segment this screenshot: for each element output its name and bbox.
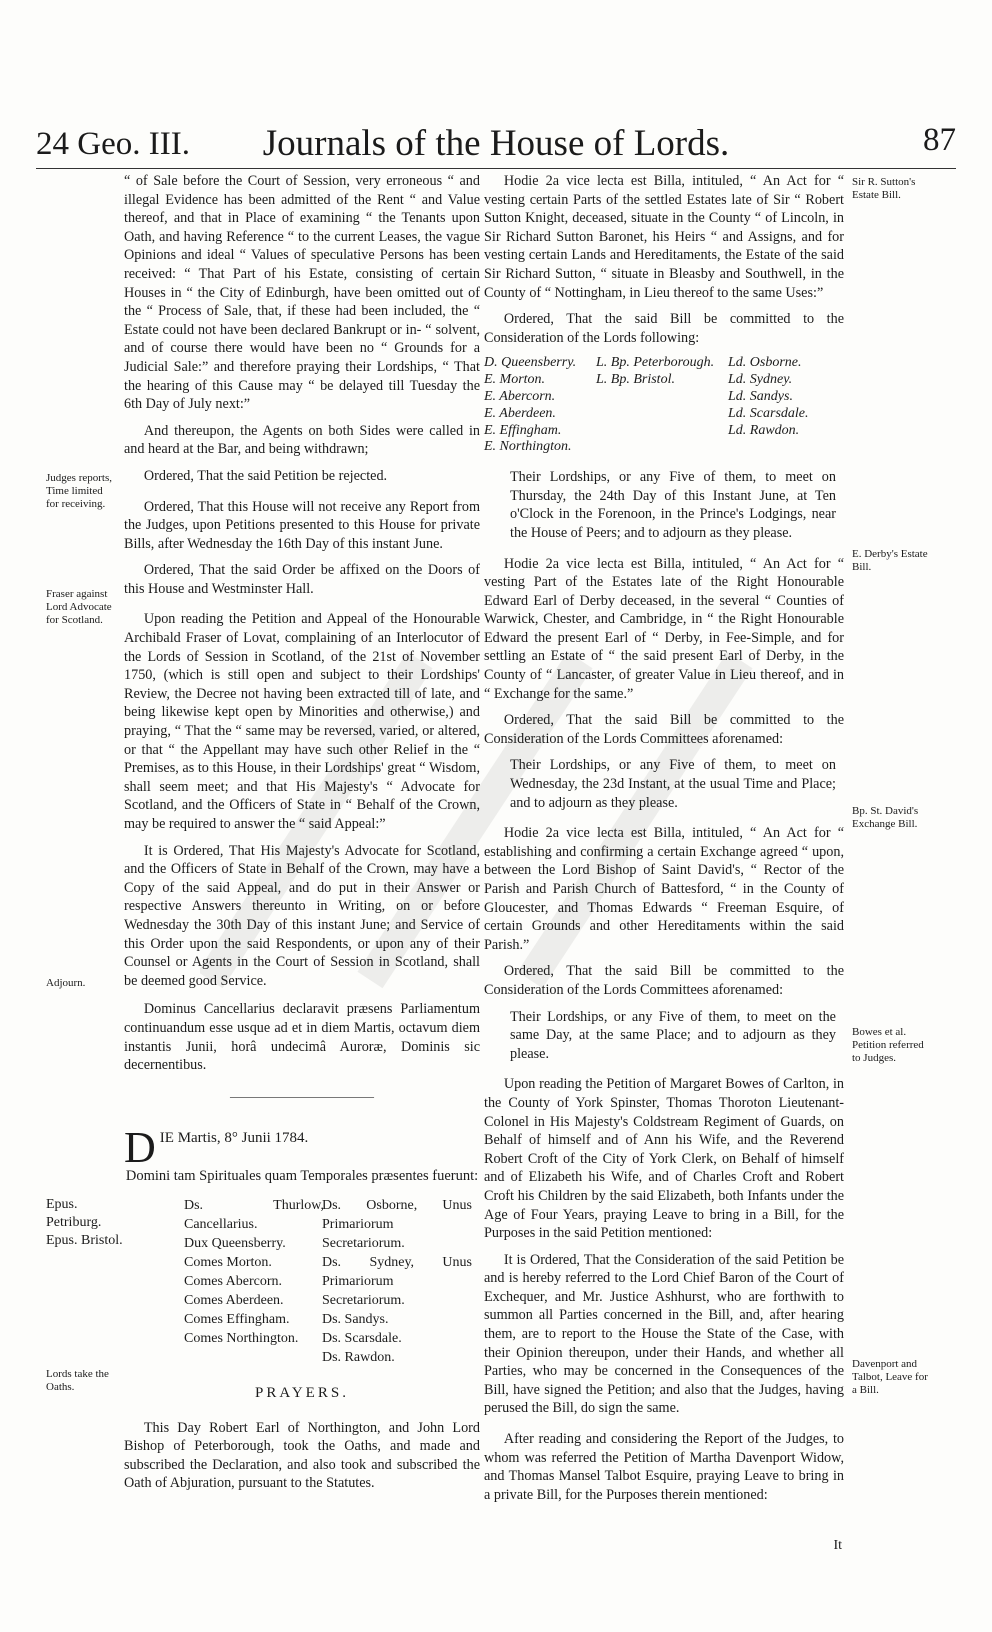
peer-entry: Comes Aberdeen.: [184, 1292, 284, 1308]
paragraph: After reading and considering the Report of the Judges, to whom was referred the Petition of Martha Davenport Widow, and Thomas Mansel Talbot Esquire, praying Leave to bring in a private Bill, for the Purposes therein mentioned:: [484, 1431, 844, 1503]
margin-note-judges-reports: Judges reports, Time limited for receiving.: [46, 472, 112, 510]
committee-member: L. Bp. Bristol.: [596, 372, 675, 388]
section-separator: ————————————: [230, 1088, 374, 1103]
committee-member: E. Morton.: [484, 372, 546, 388]
paragraph: Hodie 2a vice lecta est Billa, intituled, “ An Act for “ vesting certain Parts of the settled Estates late of Sir “ Robert Sutton Knight, deceased, situate in the County “ of Lincoln, in Sir Richard Sutton Baronet, his Heirs “ and Assigns, and for vesting certain Lands and Hereditaments, the Estate of the said Sir Richard Sutton, “ situate in Bleasby and Southwell, in the County of “ Nottingham, in Lieu thereof to the same Uses:”: [484, 173, 844, 301]
peer-entry: Ds. Sandys.: [322, 1311, 389, 1327]
regnal-year: 24 Geo. III.: [36, 126, 190, 162]
right-column: [484, 172, 844, 1512]
committee-member: Ld. Sandys.: [728, 388, 793, 404]
journal-title: Journals of the House of Lords.: [262, 123, 730, 164]
paragraph: Ordered, That this House will not receive any Report from the Judges, upon Petitions presented to this House for private Bills, after Wednesday the 16th Day of this instant June.: [124, 498, 480, 552]
margin-note-fraser: Fraser against Lord Advocate for Scotland.: [46, 588, 112, 626]
paragraph: Their Lordships, or any Five of them, to meet on Thursday, the 24th Day of this Instant June, at Ten o'Clock in the Forenoon, in the Prince's Lodgings, near the House of Peers; and to adjourn as they please.: [510, 469, 836, 541]
paragraph: Their Lordships, or any Five of them, to meet on Wednesday, the 23d Instant, at the usual Time and Place; and to adjourn as they please.: [510, 757, 836, 811]
committee-member: Ld. Osborne.: [728, 355, 802, 371]
margin-note-derby: E. Derby's Estate Bill.: [852, 548, 928, 573]
committee-bishops: [592, 355, 720, 456]
peer-entry: Comes Effingham.: [184, 1311, 290, 1327]
peer-entry: Ds. Rawdon.: [322, 1349, 395, 1365]
paragraph: Upon reading the Petition and Appeal of the Honourable Archibald Fraser of Lovat, complaining of an Interlocutor of the Lords of Session in Scotland, of the 21st of November 1750, (which is still open and subject to their Lordships' Review, the Decree not having been extracted till of late, and being likewise kept open by Minorities and otherwise,) and praying, “ That the “ same may be reversed, varied, or altered, or that “ the Appellant may have such other Relief in the “ Premises, as to this House, in their Lordships' great “ Wisdom, shall seem meet; and that His Majesty's “ Advocate for Scotland, and the Officers of State in “ Behalf of the Crown, may be required to answer the “ said Appeal:”: [124, 611, 480, 832]
paragraph: Hodie 2a vice lecta est Billa, intituled, “ An Act for “ vesting Part of the Estates late of the Right Honourable Edward Earl of Derby deceased, in the several “ Counties of Warwick, Chester, and Cambridge, in “ the Right Honourable Edward the present Earl of “ Derby, in Fee-Simple, and for settling an Estate of “ the said present Earl of Derby, in the County of “ Lancaster, of greater Value in Lieu thereof, and in “ Exchange for the same.”: [484, 555, 844, 702]
date-heading-text: IE Martis, 8° Junii 1784.: [159, 1130, 309, 1147]
committee-list: [484, 355, 844, 456]
margin-note-adjourn: Adjourn.: [46, 977, 86, 989]
paragraph: It is Ordered, That the Consideration of the said Petition be and is hereby referred to the Lord Chief Baron of the Court of Exchequer, and Mr. Justice Ashhurst, who are forthwith to summon all Parties concerned in the Bill, and, after hearing them, are to report to the House the State of the Case, with their Opinion thereupon, under their Hands, and whether all Parties, who may be concerned in the Consequences of the Bill, have signed the Petition; and also that the Judges, having perused the Bill, do sign the same.: [484, 1251, 844, 1417]
paragraph: Hodie 2a vice lecta est Billa, intituled, “ An Act for “ establishing and confirming a certain Exchange agreed “ upon, between the Lord Bishop of Saint David's, “ Rector of the Parish and Parish Church of Battesford, “ in the County of Gloucester, and Thomas Edwards “ Freeman Esquire, of certain Grounds and other Hereditaments within the said Parish.”: [484, 825, 844, 953]
margin-note-sutton: Sir R. Sutton's Estate Bill.: [852, 176, 916, 201]
paragraph: “ of Sale before the Court of Session, very erroneous “ and illegal Evidence has been admitted of the Rent “ and Value thereof, and that in Place of examining “ the Tenants upon Oath, and having Reference “ to the current Leases, the vague Opinions and ideal “ Values of speculative Persons has been received: “ That Part of his Estate, consisting of certain Houses in “ the City of Edinburgh, have been omitted out of the “ Process of Sale, that, if these had been included, the “ Estate could not have been declared Bankrupt or in- “ solvent, and of course there would have been no “ Grounds for a Judicial Sale:” and therefore praying their Lordships, “ That the hearing of this Cause may “ be delayed till Tuesday the 6th Day of July next:”: [124, 173, 480, 413]
peer-entry: Comes Northington.: [184, 1330, 299, 1346]
committee-member: E. Effingham.: [484, 422, 562, 438]
committee-lords: [720, 355, 844, 456]
paragraph: Ordered, That the said Petition be rejected.: [143, 467, 388, 484]
paragraph: Ordered, That the said Bill be committed to the Consideration of the Lords Committees aforenamed:: [484, 712, 844, 747]
bishops-list: [46, 1196, 130, 1250]
paragraph: Ordered, That the said Bill be committed to the Consideration of the Lords following:: [484, 311, 844, 346]
committee-member: Ld. Scarsdale.: [728, 405, 809, 421]
committee-member: Ld. Sydney.: [728, 372, 793, 388]
peer-entry: Comes Morton.: [184, 1254, 272, 1270]
margin-note-lords-oaths: Lords take the Oaths.: [46, 1368, 109, 1393]
committee-member: D. Queensberry.: [484, 355, 577, 371]
paragraph: Upon reading the Petition of Margaret Bowes of Carlton, in the County of York Spinster, Thomas Thoroton Lieutenant-Colonel in His Majesty's Coldstream Regiment of Guards, on Behalf of himself and of Ann his Wife, and the Reverend Robert Croft of the City of York Clerk, on Behalf of himself and of Elizabeth his Wife, and of Charles Croft and Robert Croft his Children by the said Elizabeth, both Infants under the Age of Four Years, praying Leave to bring in a Bill, for the Purposes in the said Petition mentioned:: [484, 1076, 844, 1242]
paragraph: Their Lordships, or any Five of them, to meet on the same Day, at the same Place; and to adjourn as they please.: [510, 1008, 836, 1062]
peer-entry: Comes Abercorn.: [184, 1273, 282, 1289]
presence-list: [46, 1196, 480, 1374]
peer-entry: Dux Queensberry.: [184, 1235, 286, 1251]
margin-note-bowes: Bowes et al. Petition referred to Judges.: [852, 1026, 924, 1064]
date-heading: [124, 1123, 480, 1173]
drop-cap: D: [124, 1123, 156, 1173]
paragraph: Ordered, That the said Order be affixed on the Doors of this House and Westminster Hall.: [124, 562, 480, 597]
bishop-entry: Epus. Bristol.: [46, 1232, 123, 1248]
committee-member: E. Abercorn.: [484, 388, 556, 404]
paragraph: It is Ordered, That His Majesty's Advocate for Scotland, and the Officers of State in Behalf of the Crown, may have a Copy of the said Appeal, and do put in their Answer or respective Answers thereunto in Writing, on or before Wednesday the 30th Day of this instant June; and Service of this Order upon the said Respondents, or upon any of their Counsel or Agents in the Court of Session in Scotland, shall be deemed good Service.: [124, 842, 480, 989]
catchword: It: [833, 1538, 842, 1553]
committee-member: L. Bp. Peterborough.: [596, 355, 715, 371]
committee-earls: [484, 355, 592, 456]
presence-heading: Domini tam Spirituales quam Temporales præsentes fuerunt:: [125, 1168, 479, 1185]
prayers-heading: PRAYERS.: [255, 1384, 349, 1401]
header-rule: [36, 168, 956, 169]
paragraph: Dominus Cancellarius declaravit præsens Parliamentum continuandum esse usque ad et in diem Martis, octavum diem instantis Junii, horâ undecimâ Auroræ, Dominis sic decernentibus.: [124, 1001, 480, 1074]
committee-member: E. Aberdeen.: [484, 405, 556, 421]
committee-member: E. Northington.: [484, 439, 572, 455]
peer-entry: Ds. Thurlow, Cancellarius.: [184, 1197, 324, 1232]
committee-member: Ld. Rawdon.: [728, 422, 800, 438]
bishop-entry: Epus. Petriburg.: [46, 1196, 102, 1230]
peer-entry: Ds. Osborne, Unus Primariorum Secretariorum.: [322, 1197, 472, 1251]
paragraph: Ordered, That the said Bill be committed to the Consideration of the Lords Committees aforenamed:: [484, 963, 844, 998]
paragraph: This Day Robert Earl of Northington, and John Lord Bishop of Peterborough, took the Oaths, and made and subscribed the Declaration, and also took and subscribed the Oath of Abjuration, pursuant to the Statutes.: [124, 1419, 480, 1492]
page-number: 87: [923, 122, 956, 158]
peers-list-b: [322, 1196, 472, 1367]
running-header: [36, 118, 956, 168]
peer-entry: Ds. Sydney, Unus Primariorum Secretariorum.: [322, 1254, 472, 1308]
margin-note-st-davids: Bp. St. David's Exchange Bill.: [852, 805, 919, 830]
peers-list-a: [184, 1196, 324, 1348]
margin-note-davenport: Davenport and Talbot, Leave for a Bill.: [852, 1358, 928, 1396]
peer-entry: Ds. Scarsdale.: [322, 1330, 402, 1346]
paragraph: And thereupon, the Agents on both Sides were called in and heard at the Bar, and being withdrawn;: [124, 422, 480, 458]
